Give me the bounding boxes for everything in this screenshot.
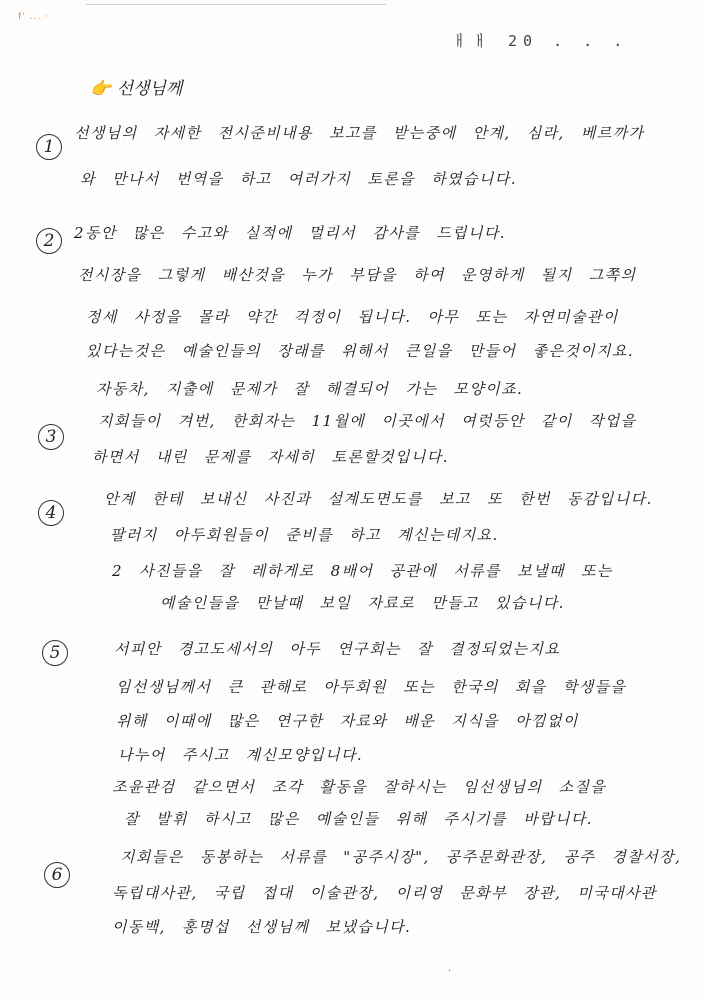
item-3-line-1: 지회들이 겨번, 한회자는 11월에 이곳에서 여럿등안 같이 작업을 [98,412,637,430]
top-rule [86,4,386,5]
item-number-6: 6 [44,862,70,888]
item-2-line-1: 2동안 많은 수고와 실적에 멀리서 감사를 드립니다. [74,224,506,242]
item-1-line-2: 와 만나서 번역을 하고 여러가지 토론을 하였습니다. [80,170,517,188]
item-2-line-5: 자동차, 지출에 문제가 잘 해결되어 가는 모양이죠. [96,380,524,398]
page-code: ㅐㅐ 20 . . . [452,32,629,50]
item-number-5: 5 [42,640,68,666]
letter-salutation: 👉 선생님께 [90,79,183,99]
item-4-line-1: 안계 한테 보내신 사진과 설계도면도를 보고 또 한번 동감입니다. [104,490,653,508]
stray-mark: · [448,966,452,977]
item-5-line-2: 임선생님께서 큰 관해로 아두회원 또는 한국의 회을 학생들을 [116,678,627,696]
item-6-line-1: 지회들은 동봉하는 서류를 "공주시장", 공주문화관장, 공주 경찰서장, [120,848,682,866]
item-number-3: 3 [38,424,64,450]
item-4-line-3: 2 사진들을 잘 레하게로 8배어 공관에 서류를 보낼때 또는 [112,562,613,580]
item-number-2: 2 [36,228,62,254]
item-number-1: 1 [36,134,62,160]
item-4-line-4: 예술인들을 만날때 보일 자료로 만들고 있습니다. [160,594,565,612]
item-5-line-5: 조윤관검 같으면서 조각 활동을 잘하시는 임선생님의 소질을 [112,778,607,796]
corner-smudge: f' ... · [18,12,49,22]
item-6-line-2: 독립대사관, 국립 접대 이술관장, 이리영 문화부 장관, 미국대사관 [112,884,657,902]
item-5-line-3: 위해 이때에 많은 연구한 자료와 배운 지식을 아낌없이 [116,712,579,730]
item-1-line-1: 선생님의 자세한 전시준비내용 보고를 받는중에 안계, 심라, 베르까가 [74,124,645,142]
item-5-line-1: 서피안 경고도세서의 아두 연구회는 잘 결정되었는지요 [114,640,561,658]
item-5-line-4: 나누어 주시고 계신모양입니다. [118,746,364,764]
item-5-line-6: 잘 발휘 하시고 많은 예술인들 위해 주시기를 바랍니다. [124,810,593,828]
item-4-line-2: 팔러지 아두회원들이 준비를 하고 계신는데지요. [110,526,499,544]
item-2-line-2: 전시장을 그렇게 배산것을 누가 부담을 하여 운영하게 될지 그쪽의 [78,266,637,284]
item-2-line-3: 정세 사정을 몰라 약간 걱정이 됩니다. 아무 또는 자연미술관이 [86,308,619,326]
item-6-line-3: 이동백, 홍명섭 선생님께 보냈습니다. [112,918,412,936]
item-3-line-2: 하면서 내린 문제를 자세히 토론할것입니다. [92,448,449,466]
item-2-line-4: 있다는것은 예술인들의 장래를 위해서 큰일을 만들어 좋은것이지요. [86,342,635,360]
item-number-4: 4 [38,500,64,526]
